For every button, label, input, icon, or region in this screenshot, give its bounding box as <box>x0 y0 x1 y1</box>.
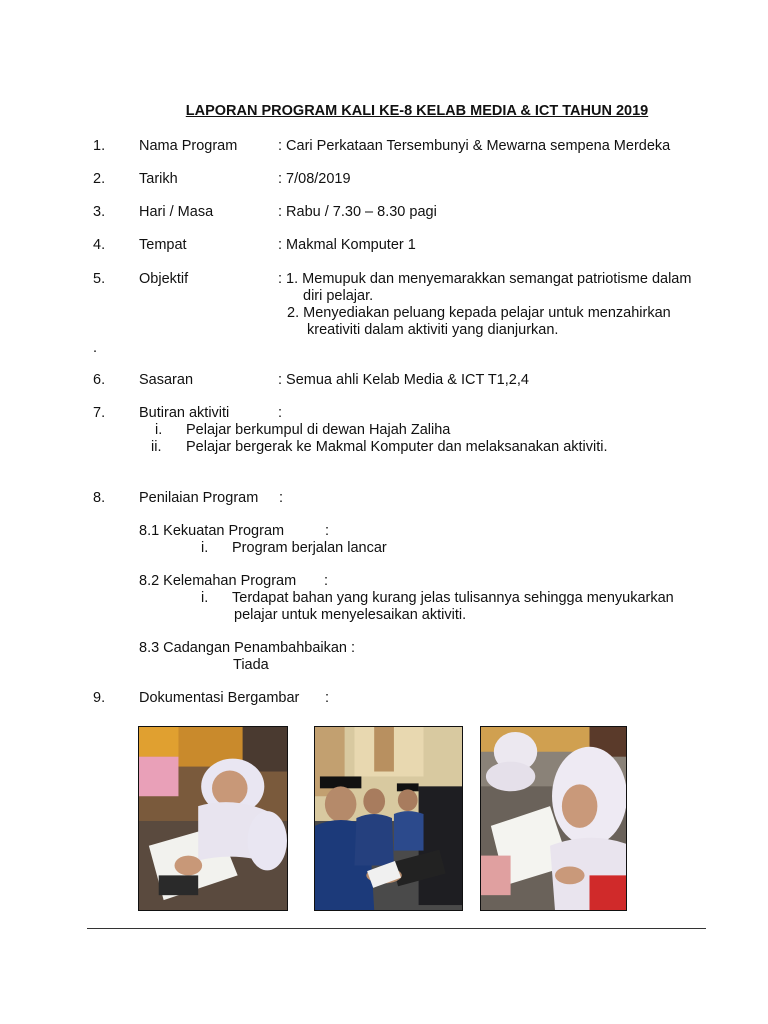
item-label: Objektif <box>139 271 189 287</box>
kekuatan-label: 8.1 Kekuatan Program <box>139 523 285 539</box>
item-number: 7. <box>93 405 106 421</box>
item-label: Tempat <box>139 237 187 253</box>
item-number: 8. <box>93 490 106 506</box>
report-title: LAPORAN PROGRAM KALI KE-8 KELAB MEDIA & ICT TAHUN 2019 <box>185 103 649 119</box>
item-value: : 7/08/2019 <box>278 171 351 187</box>
kelemahan-label: 8.2 Kelemahan Program <box>139 573 297 589</box>
item-colon: : <box>325 690 330 706</box>
item-label: Dokumentasi Bergambar <box>139 690 300 706</box>
step-roman: ii. <box>151 439 162 455</box>
cadangan-text: Tiada <box>233 657 269 673</box>
kelemahan-colon: : <box>324 573 329 589</box>
kekuatan-colon: : <box>325 523 330 539</box>
kelemahan-text: Terdapat bahan yang kurang jelas tulisannya sehingga menyukarkan <box>232 590 674 606</box>
item-number: 9. <box>93 690 106 706</box>
item-number: 2. <box>93 171 106 187</box>
step-text: Pelajar bergerak ke Makmal Komputer dan melaksanakan aktiviti. <box>186 439 608 455</box>
stray-dot: . <box>93 340 98 356</box>
item-label: Butiran aktiviti <box>139 405 230 421</box>
item-value: : Rabu / 7.30 – 8.30 pagi <box>278 204 437 220</box>
item-number: 1. <box>93 138 106 154</box>
cadangan-label: 8.3 Cadangan Penambahbaikan : <box>139 640 356 656</box>
item-label: Nama Program <box>139 138 238 154</box>
item-colon: : <box>279 490 284 506</box>
item-value: : Semua ahli Kelab Media & ICT T1,2,4 <box>278 372 529 388</box>
item-label: Sasaran <box>139 372 194 388</box>
item-number: 5. <box>93 271 106 287</box>
objektif-line-2: diri pelajar. <box>303 288 374 304</box>
item-label: Hari / Masa <box>139 204 214 220</box>
step-text: Pelajar berkumpul di dewan Hajah Zaliha <box>186 422 451 438</box>
item-colon: : <box>278 405 283 421</box>
kekuatan-text: Program berjalan lancar <box>232 540 387 556</box>
item-number: 6. <box>93 372 106 388</box>
bottom-rule <box>87 928 706 929</box>
item-label: Penilaian Program <box>139 490 259 506</box>
item-value: : 1. Memupuk dan menyemarakkan semangat patriotisme dalam <box>278 271 692 287</box>
item-number: 3. <box>93 204 106 220</box>
objektif-line-4: kreativiti dalam aktiviti yang dianjurkan. <box>307 322 559 338</box>
step-roman: i. <box>155 422 163 438</box>
objektif-line-3: 2. Menyediakan peluang kepada pelajar untuk menzahirkan <box>287 305 671 321</box>
kelemahan-roman: i. <box>201 590 209 606</box>
item-value: : Cari Perkataan Tersembunyi & Mewarna sempena Merdeka <box>278 138 671 154</box>
photo-girl-writing-at-desk <box>480 726 627 911</box>
kekuatan-roman: i. <box>201 540 209 556</box>
item-label: Tarikh <box>139 171 178 187</box>
photo-girls-writing-worksheet <box>138 726 288 911</box>
item-value: : Makmal Komputer 1 <box>278 237 416 253</box>
photo-boys-at-computers <box>314 726 463 911</box>
kelemahan-text-2: pelajar untuk menyelesaikan aktiviti. <box>234 607 467 623</box>
item-number: 4. <box>93 237 106 253</box>
